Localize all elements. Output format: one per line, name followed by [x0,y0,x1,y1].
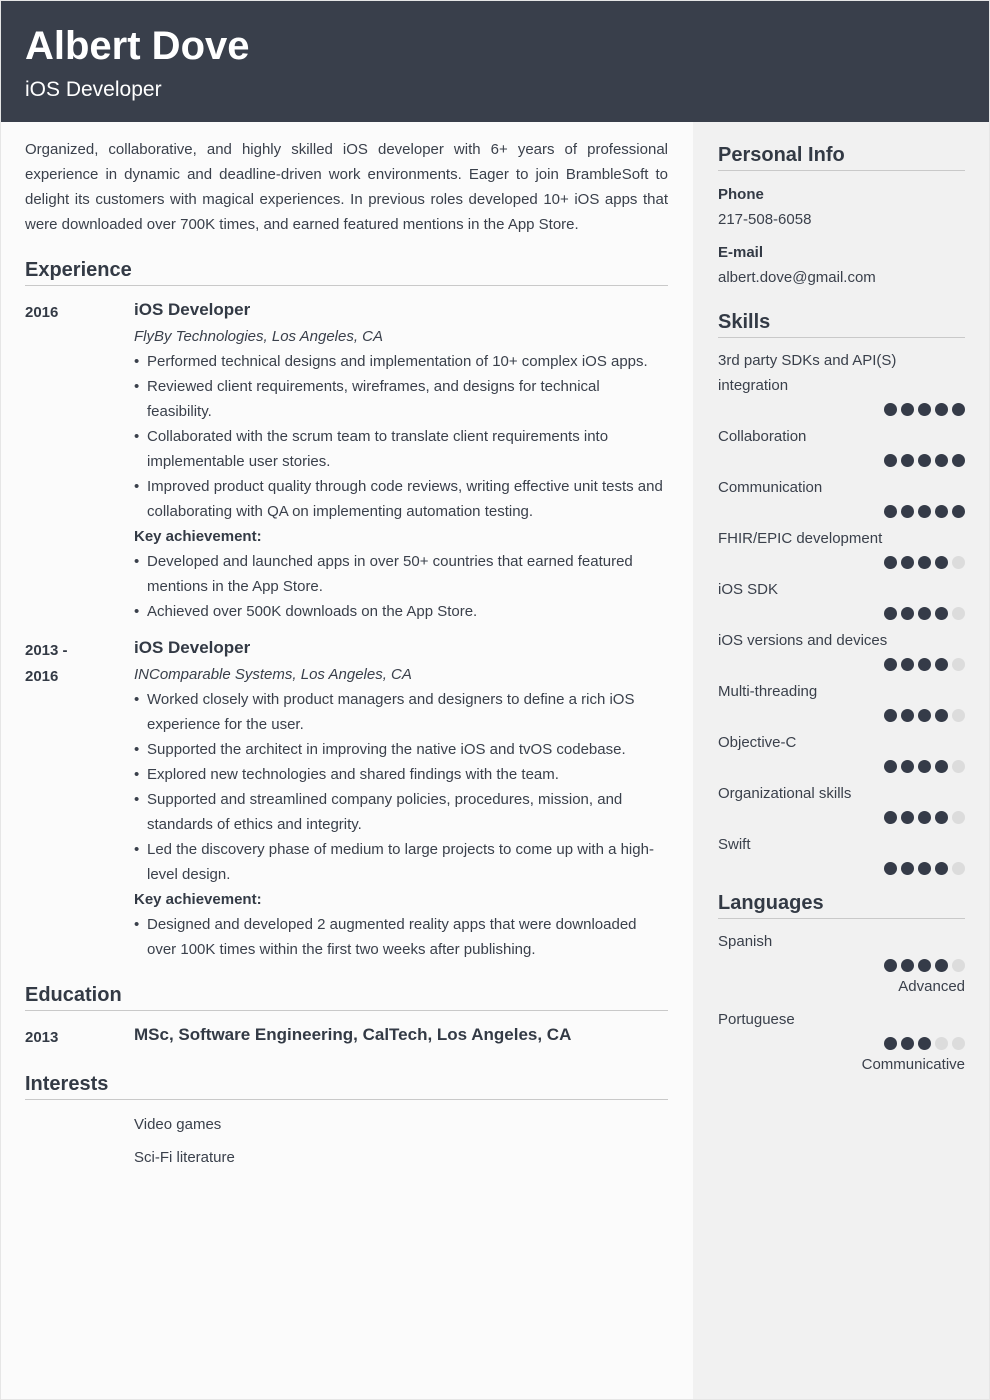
rating-dot-filled [884,403,897,416]
rating-dot-filled [918,862,931,875]
skill-item [718,781,965,824]
languages-list [718,929,965,1077]
rating-dot-filled [884,658,897,671]
skill-item [718,832,965,875]
key-achievement-label: Key achievement: [134,891,262,908]
experience-date [25,636,134,962]
rating-dot-filled [935,556,948,569]
resume-header [1,1,989,122]
skill-name: 3rd party SDKs and API(S) integration [718,352,897,394]
job-company: INComparable Systems, Los Angeles, CA [134,666,412,683]
achievement-item: • Developed and launched apps in over 50+ countries that earned featured mentions in the App Store. [134,549,668,599]
rating-dot-filled [918,760,931,773]
rating-dot-filled [901,1037,914,1050]
responsibility-item: • Improved product quality through code reviews, writing effective unit tests and collaborating with QA on implementing automation testing. [134,474,668,524]
rating-dot-filled [901,505,914,518]
responsibility-item: • Supported and streamlined company policies, procedures, mission, and standards of ethics and integrity. [134,787,668,837]
responsibility-item: • Led the discovery phase of medium to large projects to come up with a high-level design. [134,837,668,887]
rating-dot-filled [918,607,931,620]
education-degree: MSc, Software Engineering, CalTech, Los Angeles, CA [134,1025,572,1044]
responsibility-item: • Worked closely with product managers and designers to define a rich iOS experience for the user. [134,687,668,737]
rating-dot-filled [935,658,948,671]
rating-dots [718,607,965,620]
skill-name: Organizational skills [718,785,852,802]
responsibility-list [134,349,668,524]
rating-dot-filled [918,658,931,671]
rating-dot-filled [884,862,897,875]
candidate-name: Albert Dove [25,24,250,68]
rating-dot-filled [935,760,948,773]
responsibility-item: • Supported the architect in improving the native iOS and tvOS codebase. [134,737,668,762]
rating-dot-filled [935,811,948,824]
experience-heading: Experience [25,258,668,286]
rating-dots [718,505,965,518]
rating-dot-filled [952,403,965,416]
rating-dots [718,454,965,467]
skill-item [718,628,965,671]
experience-date-line: 2013 - [25,642,68,659]
skill-name: Communication [718,479,823,496]
skill-item [718,348,965,416]
interest-item: Sci-Fi literature [134,1149,235,1166]
rating-dot-filled [884,505,897,518]
rating-dots [718,556,965,569]
language-item [718,1007,965,1077]
rating-dots [718,760,965,773]
rating-dot-filled [952,505,965,518]
achievement-item: • Achieved over 500K downloads on the App Store. [134,599,668,624]
rating-dot-filled [901,959,914,972]
rating-dots [718,709,965,722]
rating-dot-empty [952,1037,965,1050]
rating-dot-filled [918,454,931,467]
responsibility-item: • Explored new technologies and shared findings with the team. [134,762,668,787]
rating-dot-empty [952,556,965,569]
summary-paragraph: Organized, collaborative, and highly skilled iOS developer with 6+ years of professional experience in dynamic and deadline-driven work environments. Eager to join BrambleSoft to delight its customers with magical experiences. In previous roles developed 10+ iOS apps that were downloaded over 700K times, and earned featured mentions in the App Store. [25,141,668,233]
rating-dot-filled [952,454,965,467]
sidebar [693,122,989,1399]
skill-name: Collaboration [718,428,807,445]
rating-dot-filled [884,760,897,773]
education-date: 2013 [25,1029,59,1046]
language-name: Portuguese [718,1011,795,1028]
rating-dot-empty [952,709,965,722]
skills-list [718,348,965,875]
experience-date [25,298,134,624]
email-value: albert.dove@gmail.com [718,269,876,286]
rating-dot-filled [918,505,931,518]
experience-details [134,636,668,962]
skill-item [718,577,965,620]
rating-dot-filled [884,811,897,824]
email-label: E-mail [718,244,764,261]
rating-dot-filled [884,607,897,620]
responsibility-item: • Reviewed client requirements, wireframes, and designs for technical feasibility. [134,374,668,424]
achievement-list [134,549,668,624]
skill-item [718,424,965,467]
language-level: Communicative [861,1056,965,1073]
rating-dot-filled [901,760,914,773]
language-name: Spanish [718,933,773,950]
skill-item [718,730,965,773]
rating-dot-empty [952,607,965,620]
skill-name: iOS SDK [718,581,779,598]
rating-dot-filled [918,959,931,972]
responsibility-item: • Collaborated with the scrum team to translate client requirements into implementable user stories. [134,424,668,474]
job-role: iOS Developer [134,300,251,319]
experience-date-line: 2016 [25,668,59,685]
phone-label: Phone [718,186,764,203]
rating-dot-filled [884,1037,897,1050]
rating-dot-empty [935,1037,948,1050]
rating-dot-filled [918,403,931,416]
rating-dot-filled [918,556,931,569]
rating-dot-filled [935,403,948,416]
candidate-title: iOS Developer [25,78,162,101]
job-role: iOS Developer [134,638,251,657]
rating-dot-filled [935,454,948,467]
responsibility-item: • Performed technical designs and implementation of 10+ complex iOS apps. [134,349,668,374]
rating-dot-filled [918,811,931,824]
education-entry [25,1023,668,1051]
rating-dot-empty [952,760,965,773]
skill-name: iOS versions and devices [718,632,888,649]
languages-heading: Languages [718,891,965,919]
rating-dot-filled [935,607,948,620]
rating-dot-filled [901,556,914,569]
rating-dot-filled [884,454,897,467]
rating-dot-empty [952,959,965,972]
skill-name: Multi-threading [718,683,818,700]
resume-page [1,1,989,1399]
rating-dot-filled [901,862,914,875]
rating-dot-filled [918,709,931,722]
rating-dot-filled [901,658,914,671]
rating-dots [718,862,965,875]
rating-dot-filled [901,709,914,722]
achievement-list [134,912,668,962]
achievement-item: • Designed and developed 2 augmented reality apps that were downloaded over 100K times within the first two weeks after publishing. [134,912,668,962]
rating-dot-filled [884,959,897,972]
rating-dot-filled [935,959,948,972]
experience-entry [25,298,668,624]
skill-name: Objective-C [718,734,797,751]
rating-dots [718,811,965,824]
interests-heading: Interests [25,1072,668,1100]
rating-dot-filled [935,709,948,722]
rating-dots [718,403,965,416]
interests-list [25,1112,668,1170]
interest-item: Video games [134,1116,222,1133]
rating-dot-filled [901,454,914,467]
rating-dot-filled [901,811,914,824]
skill-name: FHIR/EPIC development [718,530,883,547]
rating-dots [718,959,965,972]
skill-item [718,526,965,569]
experience-details [134,298,668,624]
key-achievement-label: Key achievement: [134,528,262,545]
rating-dots [718,658,965,671]
education-heading: Education [25,983,668,1011]
experience-date-line: 2016 [25,304,59,321]
skill-item [718,475,965,518]
personal-info-heading: Personal Info [718,143,965,171]
rating-dot-empty [952,811,965,824]
skill-name: Swift [718,836,751,853]
rating-dot-filled [901,403,914,416]
rating-dot-filled [884,556,897,569]
rating-dot-empty [952,862,965,875]
language-level: Advanced [898,978,965,995]
phone-value: 217-508-6058 [718,211,812,228]
main-column [25,137,668,1178]
experience-entry [25,636,668,962]
rating-dot-filled [884,709,897,722]
responsibility-list [134,687,668,887]
skill-item [718,679,965,722]
rating-dots [718,1037,965,1050]
job-company: FlyBy Technologies, Los Angeles, CA [134,328,384,345]
rating-dot-filled [935,862,948,875]
rating-dot-empty [952,658,965,671]
language-item [718,929,965,999]
rating-dot-filled [901,607,914,620]
experience-list [25,298,668,962]
rating-dot-filled [935,505,948,518]
rating-dot-filled [918,1037,931,1050]
skills-heading: Skills [718,310,965,338]
